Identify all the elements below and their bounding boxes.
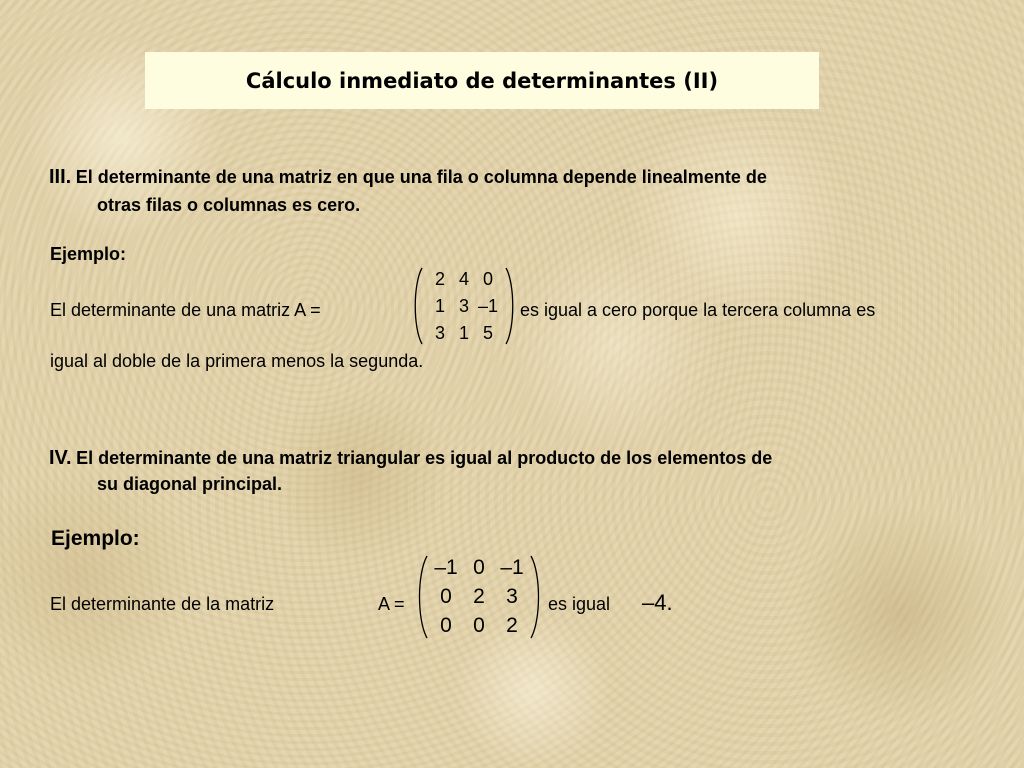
matrix-cell: 1	[434, 296, 445, 316]
matrix-cell: 0	[473, 556, 485, 579]
matrix-cell: –1	[500, 556, 524, 579]
section-3-text-last: igual al doble de la primera menos la segunda.	[50, 351, 424, 371]
matrix-cell: 0	[482, 269, 493, 289]
matrix-cell: 2	[434, 269, 445, 289]
section-4-result: –4.	[642, 590, 673, 615]
section-4-text-after: es igual	[548, 594, 611, 614]
section-3-line-1	[49, 166, 767, 189]
matrix-cell: 0	[473, 614, 485, 637]
matrix-cell: –1	[434, 556, 458, 579]
matrix-cell: 3	[506, 585, 518, 608]
matrix-cell: –1	[477, 296, 499, 316]
matrix-cell: 4	[458, 269, 469, 289]
section-3-statement-line1: El determinante de una matriz en que una fila o columna depende linealmente de	[75, 167, 767, 187]
matrix-row	[410, 296, 518, 317]
matrix-cell: 3	[458, 296, 469, 316]
matrix-a-example-2	[414, 554, 544, 640]
slide-title: Cálculo inmediato de determinantes (II)	[245, 68, 719, 93]
matrix-a-example-1	[410, 266, 518, 346]
matrix-cell: 0	[440, 585, 452, 608]
section-3-example-label: Ejemplo:	[50, 244, 127, 264]
section-3-number: III.	[49, 166, 72, 188]
matrix-cell: 2	[506, 614, 518, 637]
section-4-statement-line2: su diagonal principal.	[97, 474, 283, 494]
matrix-cell: 5	[482, 323, 493, 343]
matrix-row	[414, 614, 544, 638]
section-3-text-after: es igual a cero porque la tercera columna es	[520, 300, 876, 320]
title-box	[145, 52, 819, 109]
section-3-text-before: El determinante de una matriz A =	[50, 300, 321, 320]
matrix-cell: 2	[473, 585, 485, 608]
matrix-row	[410, 269, 518, 290]
matrix-row	[414, 585, 544, 609]
section-4-text-before: El determinante de la matriz	[50, 594, 275, 614]
section-4-number: IV.	[49, 447, 72, 469]
matrix-cell: 3	[434, 323, 445, 343]
section-3-statement-line2: otras filas o columnas es cero.	[97, 195, 361, 215]
section-4-example-label: Ejemplo:	[51, 527, 140, 550]
section-4-statement-line1: El determinante de una matriz triangular es igual al producto de los elementos de	[76, 448, 773, 468]
matrix-row	[414, 556, 544, 580]
matrix-row	[410, 323, 518, 344]
section-4-line-1	[49, 447, 772, 470]
matrix-cell: 0	[440, 614, 452, 637]
matrix-cell: 1	[458, 323, 469, 343]
section-4-matrix-label: A =	[378, 594, 405, 614]
